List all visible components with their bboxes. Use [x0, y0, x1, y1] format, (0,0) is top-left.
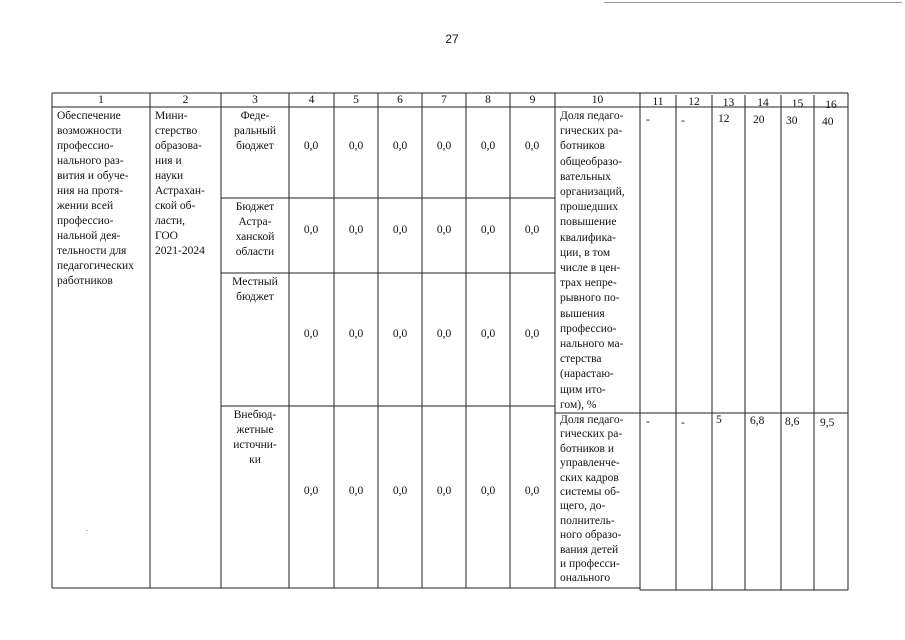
- executor-line: образова-: [155, 140, 202, 152]
- indicator-line: щим ито-: [560, 383, 606, 396]
- indicator-line: вательных: [560, 170, 611, 183]
- indicator-line: ботников и: [560, 442, 614, 455]
- executor-line: ния и: [155, 155, 182, 167]
- indicator-2-value: 6,8: [750, 415, 765, 427]
- indicator-1-value: 20: [753, 114, 765, 126]
- header-col-16: 16: [825, 99, 837, 111]
- funding-value: 0,0: [436, 328, 452, 340]
- funding-value: 0,0: [303, 140, 319, 152]
- indicator-line: вышения: [560, 307, 605, 320]
- funding-value: 0,0: [303, 485, 319, 497]
- header-col-14: 14: [757, 97, 769, 109]
- indicator-line: системы об-: [560, 486, 620, 499]
- goal-line: ния на протя-: [57, 185, 124, 197]
- funding-value: 0,0: [480, 328, 496, 340]
- indicator-2-text: [560, 413, 623, 586]
- indicator-line: прошедших: [560, 201, 619, 214]
- header-col-1: 1: [98, 94, 104, 106]
- goal-line: профессио-: [57, 215, 114, 227]
- funding-label-line: Бюджет: [235, 201, 275, 213]
- executor-line: ской об-: [155, 200, 196, 212]
- goal-line: возможности: [57, 125, 122, 137]
- goal-line: жении всей: [57, 200, 114, 212]
- indicator-1-text: [560, 109, 625, 413]
- funding-label-line: жетные: [236, 424, 274, 436]
- indicator-line: гом), %: [560, 398, 597, 411]
- funding-label-line: Местный: [232, 276, 278, 288]
- indicator-1-value: -: [646, 114, 650, 126]
- indicator-line: онального: [560, 572, 611, 585]
- executor-cell: [155, 109, 205, 259]
- header-col-10: 10: [591, 94, 604, 106]
- funding-value: 0,0: [436, 224, 452, 236]
- funding-value: 0,0: [348, 140, 364, 152]
- executor-line: стерство: [155, 125, 198, 137]
- funding-source-federal: [221, 109, 289, 154]
- indicator-line: квалифика-: [560, 231, 616, 244]
- indicator-line: нального ма-: [560, 338, 624, 351]
- funding-value: 0,0: [348, 485, 364, 497]
- header-col-3: 3: [252, 94, 258, 106]
- indicator-line: ции, в том: [560, 246, 611, 259]
- funding-value: 0,0: [480, 224, 496, 236]
- funding-value: 0,0: [480, 485, 496, 497]
- indicator-line: и професси-: [560, 558, 620, 571]
- funding-label-line: ханской: [235, 231, 275, 243]
- indicator-line: профессио-: [560, 322, 617, 335]
- indicator-1-value: -: [681, 115, 685, 127]
- funding-source-regional: [221, 200, 289, 260]
- indicator-line: Доля педаго-: [560, 110, 624, 122]
- executor-line: ГОО: [155, 230, 178, 242]
- funding-value: 0,0: [480, 140, 496, 152]
- funding-value: 0,0: [303, 328, 319, 340]
- indicator-1-value: 12: [718, 113, 730, 125]
- indicator-line: полнитель-: [560, 514, 615, 527]
- page-number: 27: [445, 32, 459, 46]
- goal-line: работников: [57, 275, 113, 287]
- funding-value: 0,0: [524, 485, 540, 497]
- indicator-1-value: 40: [822, 116, 834, 128]
- header-col-9: 9: [529, 94, 536, 106]
- funding-source-extrabudget: [221, 408, 289, 468]
- funding-label-line: ральный: [234, 125, 276, 137]
- funding-value: 0,0: [392, 224, 408, 236]
- indicator-line: гических ра-: [560, 428, 623, 441]
- indicator-line: (нарастаю-: [560, 368, 614, 381]
- funding-value: 0,0: [392, 485, 408, 497]
- header-col-7: 7: [441, 94, 447, 106]
- funding-source-local: [221, 275, 289, 305]
- indicator-line: ских кадров: [560, 471, 619, 484]
- indicator-2-value: -: [681, 417, 685, 429]
- indicator-line: ного образо-: [560, 529, 622, 542]
- funding-value: 0,0: [524, 328, 540, 340]
- executor-line: науки: [155, 170, 184, 182]
- indicator-line: стерства: [560, 353, 602, 366]
- goal-line: Обеспечение: [57, 110, 121, 122]
- funding-label-line: бюджет: [236, 291, 274, 303]
- goal-line: тельности для: [57, 245, 127, 257]
- indicator-1-value: 30: [786, 115, 798, 127]
- funding-value: 0,0: [524, 224, 540, 236]
- funding-value: 0,0: [392, 328, 408, 340]
- funding-label-line: Феде-: [240, 110, 270, 122]
- indicator-2-value: 5: [716, 414, 722, 426]
- funding-value: 0,0: [348, 224, 364, 236]
- header-col-11: 11: [652, 96, 664, 108]
- funding-value: 0,0: [436, 485, 452, 497]
- header-col-6: 6: [397, 94, 403, 106]
- scan-speck: [86, 530, 88, 531]
- funding-label-line: Внебюд-: [233, 409, 277, 421]
- goal-line: нальной дея-: [57, 230, 121, 242]
- executor-line: Мини-: [155, 110, 188, 122]
- funding-value: 0,0: [524, 140, 540, 152]
- header-col-5: 5: [353, 94, 359, 106]
- goal-cell: [57, 109, 134, 289]
- indicator-line: общеобразо-: [560, 155, 623, 168]
- header-col-12: 12: [688, 96, 700, 108]
- indicator-line: организаций,: [560, 186, 625, 199]
- header-col-2: 2: [182, 94, 189, 106]
- funding-label-line: области: [235, 246, 275, 258]
- executor-line: Астрахан-: [155, 185, 205, 197]
- indicator-line: рывного по-: [560, 292, 620, 305]
- indicator-line: числе в цен-: [560, 262, 621, 275]
- funding-label-line: источни-: [233, 439, 277, 451]
- executor-line: ласти,: [155, 215, 186, 227]
- indicator-line: гических ра-: [560, 125, 623, 138]
- executor-line: 2021-2024: [155, 245, 205, 257]
- funding-value: 0,0: [348, 328, 364, 340]
- indicator-line: щего, до-: [560, 500, 606, 513]
- goal-line: нального раз-: [57, 155, 124, 167]
- goal-line: вития и обуче-: [57, 170, 129, 182]
- indicator-line: Доля педаго-: [560, 414, 624, 426]
- goal-line: педагогических: [57, 260, 134, 272]
- funding-label-line: ки: [249, 454, 261, 466]
- header-col-15: 15: [791, 98, 804, 110]
- indicator-line: повышение: [560, 216, 617, 229]
- header-col-13: 13: [722, 97, 735, 109]
- funding-value: 0,0: [303, 224, 319, 236]
- goal-line: профессио-: [57, 140, 114, 152]
- indicator-2-value: -: [646, 416, 650, 428]
- indicator-2-value: 9,5: [820, 417, 835, 429]
- funding-value: 0,0: [392, 140, 408, 152]
- indicator-line: вания детей: [560, 543, 619, 556]
- header-col-4: 4: [308, 94, 315, 106]
- indicator-2-value: 8,6: [785, 416, 800, 428]
- indicator-line: ботников: [560, 140, 605, 153]
- indicator-line: управленче-: [560, 457, 620, 470]
- funding-label-line: Астра-: [238, 216, 272, 228]
- funding-value: 0,0: [436, 140, 452, 152]
- header-col-8: 8: [485, 94, 491, 106]
- indicator-line: трах непре-: [560, 277, 617, 290]
- funding-label-line: бюджет: [236, 140, 274, 152]
